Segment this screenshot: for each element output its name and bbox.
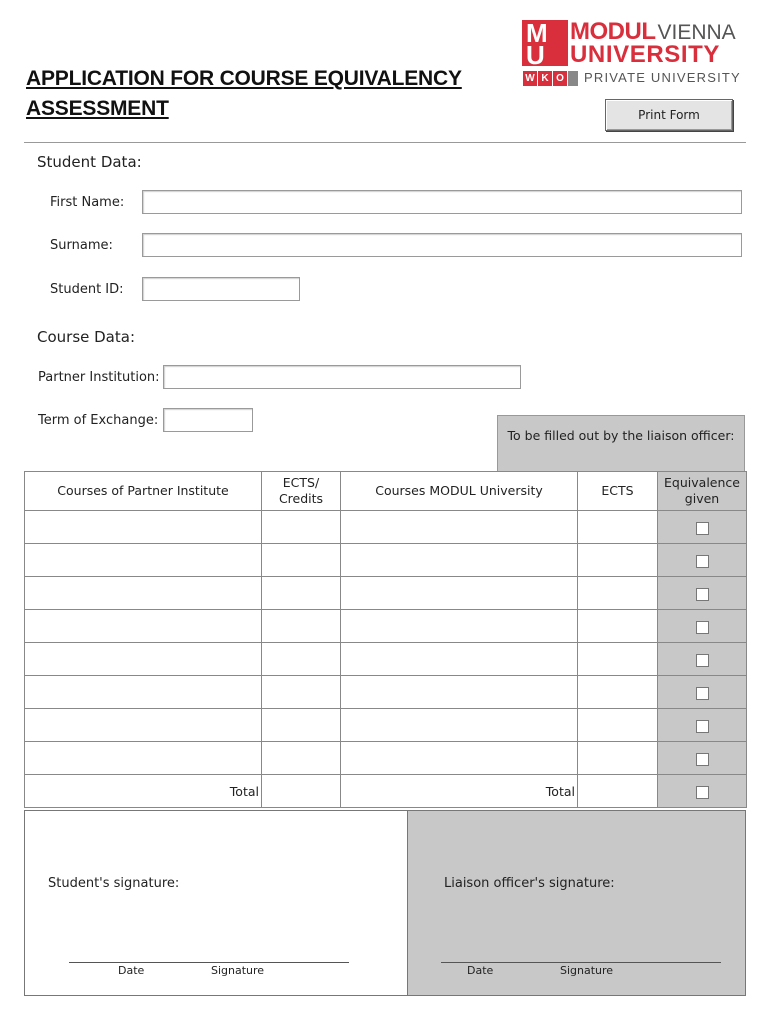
modul-course-cell[interactable] — [341, 544, 578, 577]
liaison-signature-label: Liaison officer's signature: — [444, 876, 615, 891]
logo-mark: M U — [522, 20, 568, 66]
ects-cell[interactable] — [578, 577, 658, 610]
modul-university-logo — [522, 20, 746, 90]
table-row — [25, 742, 747, 775]
student-data-heading: Student Data: — [37, 153, 142, 171]
logo-vienna: VIENNA — [657, 21, 736, 44]
logo-private-university: PRIVATE UNIVERSITY — [584, 70, 741, 85]
logo-modul: MODUL — [570, 18, 656, 45]
term-of-exchange-label: Term of Exchange: — [38, 413, 159, 428]
equivalence-cell — [658, 643, 747, 676]
page-title — [26, 64, 462, 124]
page-title-line-2: ASSESSMENT — [26, 97, 169, 120]
total-right-label: Total — [341, 775, 578, 808]
partner-course-cell[interactable] — [25, 709, 262, 742]
total-equivalence-cell — [658, 775, 747, 808]
equivalence-cell — [658, 676, 747, 709]
ects-credits-cell[interactable] — [262, 643, 341, 676]
surname-field[interactable] — [142, 233, 742, 257]
ects-cell[interactable] — [578, 676, 658, 709]
total-equivalence-checkbox[interactable] — [696, 786, 709, 799]
table-header-row — [25, 472, 747, 511]
equivalence-checkbox[interactable] — [696, 522, 709, 535]
student-signature-line — [69, 962, 349, 963]
equivalence-cell — [658, 511, 747, 544]
modul-course-cell[interactable] — [341, 643, 578, 676]
table-total-row — [25, 775, 747, 808]
table-row — [25, 676, 747, 709]
ects-cell[interactable] — [578, 610, 658, 643]
partner-course-cell[interactable] — [25, 511, 262, 544]
modul-course-cell[interactable] — [341, 511, 578, 544]
modul-course-cell[interactable] — [341, 610, 578, 643]
liaison-date-label: Date — [467, 964, 494, 977]
ects-credits-cell[interactable] — [262, 742, 341, 775]
print-form-button[interactable]: Print Form — [605, 99, 733, 131]
header-ects: ECTS — [578, 472, 658, 511]
modul-course-cell[interactable] — [341, 676, 578, 709]
equivalence-checkbox[interactable] — [696, 687, 709, 700]
student-id-field[interactable] — [142, 277, 300, 301]
term-of-exchange-field[interactable] — [163, 408, 253, 432]
modul-course-cell[interactable] — [341, 577, 578, 610]
equivalence-cell — [658, 577, 747, 610]
equivalence-checkbox[interactable] — [696, 720, 709, 733]
ects-cell[interactable] — [578, 511, 658, 544]
course-data-heading: Course Data: — [37, 328, 136, 346]
ects-credits-cell[interactable] — [262, 610, 341, 643]
ects-cell[interactable] — [578, 709, 658, 742]
table-row — [25, 643, 747, 676]
table-row — [25, 610, 747, 643]
student-date-label: Date — [118, 964, 145, 977]
student-signature-caption: Signature — [211, 964, 265, 977]
header-modul-courses: Courses MODUL University — [341, 472, 578, 511]
header-partner-courses: Courses of Partner Institute — [25, 472, 262, 511]
header-equivalence-given: Equivalence given — [658, 472, 747, 511]
ects-cell[interactable] — [578, 544, 658, 577]
equivalence-cell — [658, 544, 747, 577]
liaison-signature-line — [441, 962, 721, 963]
equivalence-cell — [658, 742, 747, 775]
ects-cell[interactable] — [578, 643, 658, 676]
partner-institution-label: Partner Institution: — [38, 370, 160, 385]
equivalence-checkbox[interactable] — [696, 753, 709, 766]
header-ects-credits: ECTS/ Credits — [262, 472, 341, 511]
divider — [24, 142, 746, 143]
partner-course-cell[interactable] — [25, 544, 262, 577]
student-id-label: Student ID: — [50, 282, 124, 297]
equivalence-checkbox[interactable] — [696, 621, 709, 634]
ects-credits-cell[interactable] — [262, 709, 341, 742]
equivalence-checkbox[interactable] — [696, 654, 709, 667]
partner-course-cell[interactable] — [25, 610, 262, 643]
ects-credits-cell[interactable] — [262, 676, 341, 709]
equivalence-cell — [658, 610, 747, 643]
logo-university: UNIVERSITY — [570, 41, 721, 68]
liaison-officer-note-text: To be filled out by the liaison officer: — [507, 428, 735, 443]
total-left-label: Total — [25, 775, 262, 808]
equivalence-checkbox[interactable] — [696, 588, 709, 601]
table-row — [25, 577, 747, 610]
ects-cell[interactable] — [578, 742, 658, 775]
partner-course-cell[interactable] — [25, 643, 262, 676]
first-name-label: First Name: — [50, 195, 125, 210]
student-signature-label: Student's signature: — [48, 876, 180, 891]
page-title-line-1: APPLICATION FOR COURSE EQUIVALENCY — [26, 67, 462, 90]
course-equivalency-table — [24, 471, 747, 808]
partner-institution-field[interactable] — [163, 365, 521, 389]
partner-course-cell[interactable] — [25, 742, 262, 775]
table-row — [25, 709, 747, 742]
wko-logo: W K O — [523, 71, 579, 86]
equivalence-cell — [658, 709, 747, 742]
partner-course-cell[interactable] — [25, 676, 262, 709]
modul-course-cell[interactable] — [341, 709, 578, 742]
surname-label: Surname: — [50, 238, 113, 253]
total-ects-credits-cell[interactable] — [262, 775, 341, 808]
ects-credits-cell[interactable] — [262, 544, 341, 577]
ects-credits-cell[interactable] — [262, 577, 341, 610]
ects-credits-cell[interactable] — [262, 511, 341, 544]
total-ects-cell[interactable] — [578, 775, 658, 808]
equivalence-checkbox[interactable] — [696, 555, 709, 568]
liaison-officer-note — [497, 415, 745, 471]
liaison-signature-caption: Signature — [560, 964, 614, 977]
table-row — [25, 544, 747, 577]
modul-course-cell[interactable] — [341, 742, 578, 775]
partner-course-cell[interactable] — [25, 577, 262, 610]
table-row — [25, 511, 747, 544]
first-name-field[interactable] — [142, 190, 742, 214]
